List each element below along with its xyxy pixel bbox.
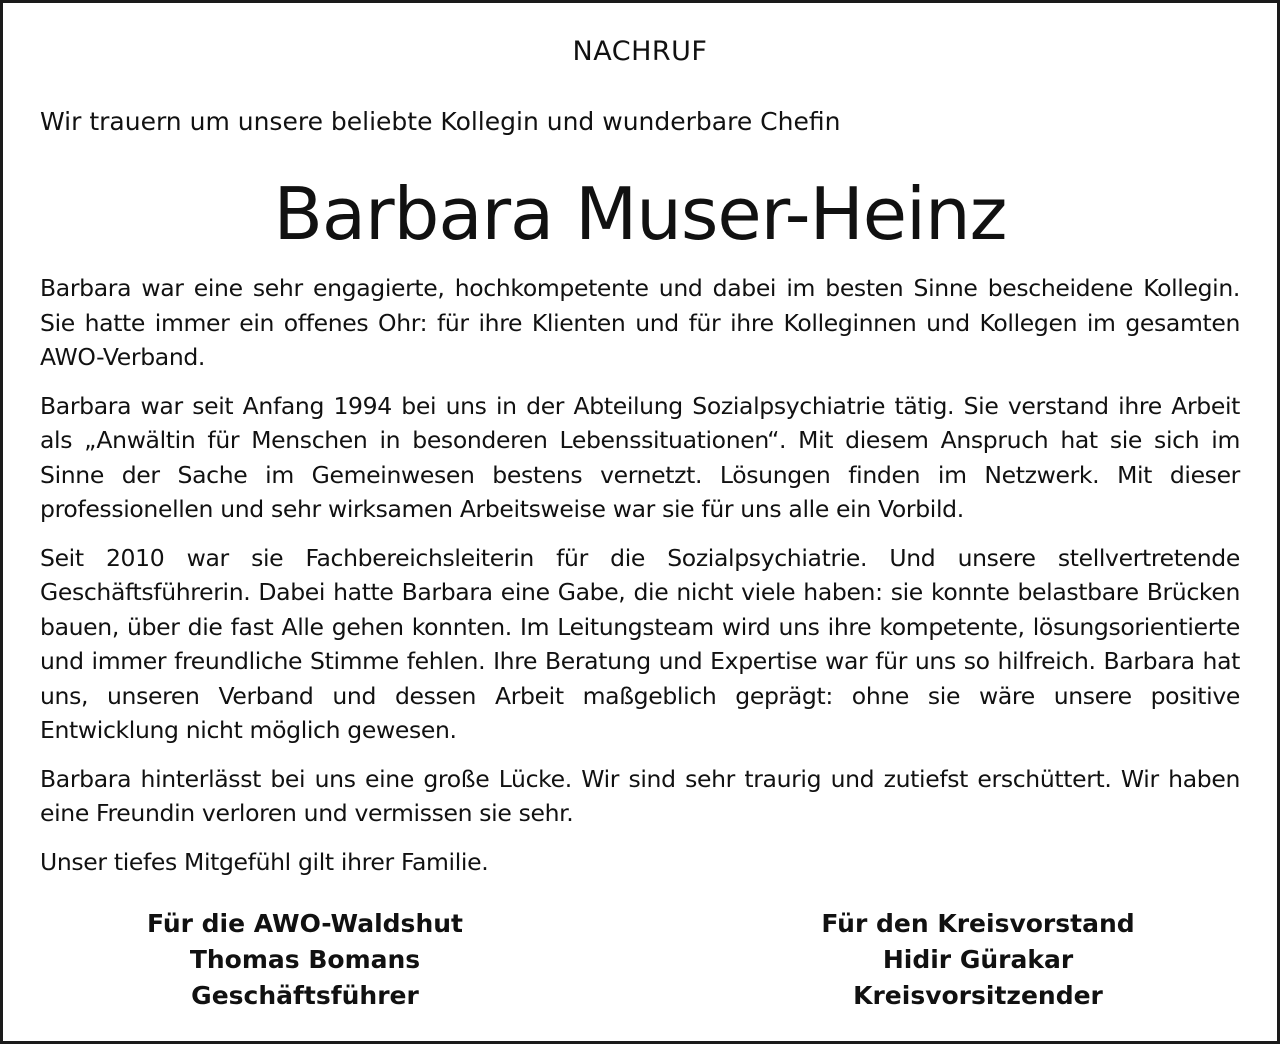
deceased-name: Barbara Muser-Heinz [273,172,1007,256]
signature-awo [65,906,545,1014]
paragraph-5: Unser tiefes Mitgefühl gilt ihrer Familie. [40,847,489,876]
signature-kreisvorstand [738,906,1218,1014]
paragraph-3: Seit 2010 war sie Fachbereichsleiterin für die Sozialpsychiatrie. Und unsere stellvertretende Geschäftsführerin. Dabei hatte Barbara eine Gabe, die nicht viele haben: sie konnte belastbare Brücken bauen, über die fast Alle gehen konnten. Im Leitungsteam wird uns ihre kompetente, lösungsorientierte und immer freundliche Stimme fehlen. Ihre Beratung und Expertise war für uns so hilfreich. Barbara hat uns, unseren Verband und dessen Arbeit maßgeblich geprägt: ohne sie wäre unsere positive Entwicklung nicht möglich gewesen. [40,543,1240,744]
paragraph-4: Barbara hinterlässt bei uns eine große Lücke. Wir sind sehr traurig und zutiefst erschüttert. Wir haben eine Freundin verloren und vermissen sie sehr. [40,764,1240,827]
paragraph-1: Barbara war eine sehr engagierte, hochkompetente und dabei im besten Sinne bescheidene Kollegin. Sie hatte immer ein offenes Ohr: für ihre Klienten und für ihre Kolleginnen und Kollegen im gesamten AWO-Verband. [40,274,1240,371]
signature-org: Für die AWO-Waldshut [146,909,463,938]
page-title: NACHRUF [572,36,708,67]
signature-org: Für den Kreisvorstand [821,909,1135,938]
paragraph-2: Barbara war seit Anfang 1994 bei uns in der Abteilung Sozialpsychiatrie tätig. Sie verstand ihre Arbeit als „Anwältin für Menschen in besonderen Lebenssituationen“. Mit diesem Anspruch hat sie sich im Sinne der Sache im Gemeinwesen bestens vernetzt. Lösungen finden im Netzwerk. Mit dieser professionellen und sehr wirksamen Arbeitsweise war sie für uns alle ein Vorbild. [40,391,1240,523]
obituary-body [40,271,1240,893]
signature-role: Kreisvorsitzender [853,981,1103,1010]
signature-role: Geschäftsführer [191,981,419,1010]
intro-line: Wir trauern um unsere beliebte Kollegin und wunderbare Chefin [40,107,841,136]
signature-person: Hidir Gürakar [882,945,1074,974]
signature-person: Thomas Bomans [189,945,421,974]
